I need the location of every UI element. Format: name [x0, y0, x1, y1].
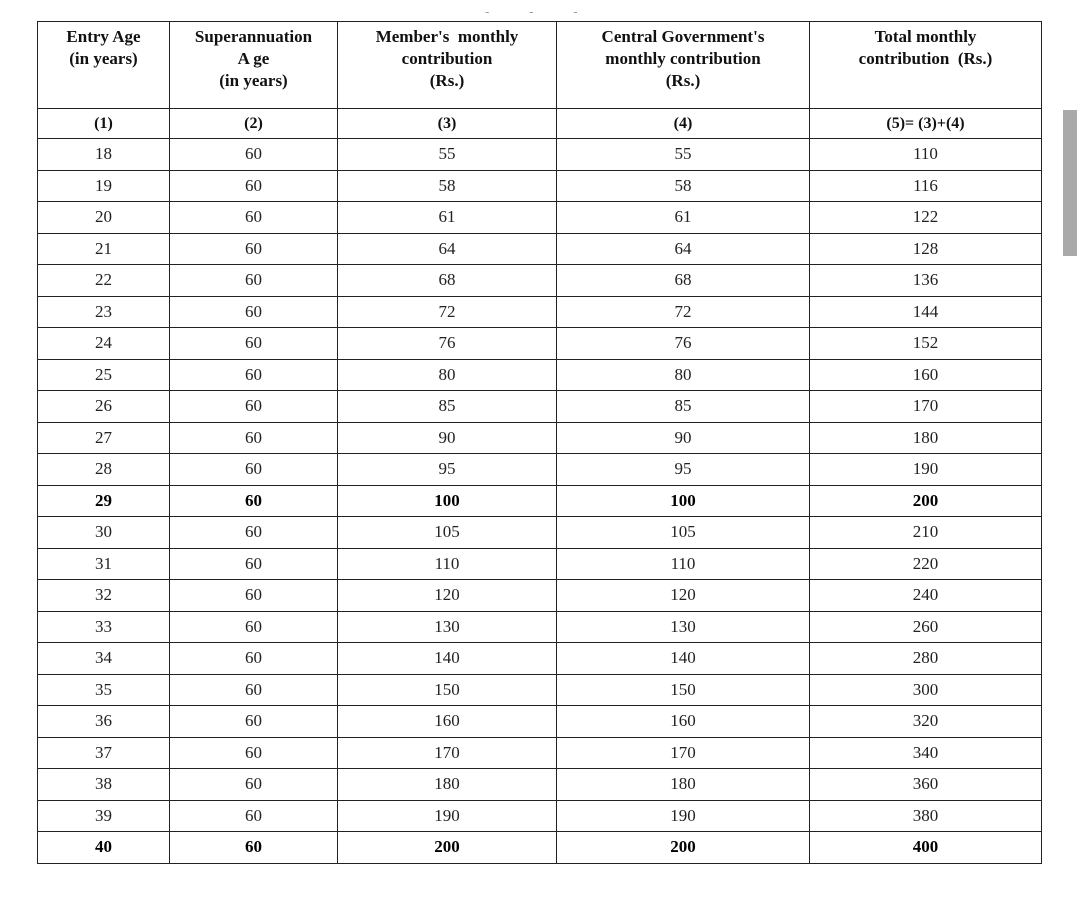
table-row: [38, 674, 1042, 706]
cell-entry-age: 22: [38, 265, 170, 297]
table-row: [38, 422, 1042, 454]
page-top-marks: - - -: [485, 5, 596, 19]
table-row: [38, 391, 1042, 423]
cell-entry-age: 29: [38, 485, 170, 517]
cell-member-contribution: 200: [338, 832, 557, 864]
cell-government-contribution: 130: [557, 611, 810, 643]
cell-government-contribution: 72: [557, 296, 810, 328]
cell-total-contribution: 320: [810, 706, 1042, 738]
cell-member-contribution: 95: [338, 454, 557, 486]
cell-government-contribution: 170: [557, 737, 810, 769]
column-number: (3): [338, 109, 557, 139]
cell-government-contribution: 100: [557, 485, 810, 517]
cell-superannuation-age: 60: [170, 265, 338, 297]
header-line: (Rs.): [429, 71, 465, 90]
cell-superannuation-age: 60: [170, 233, 338, 265]
header-member-contribution: [338, 22, 557, 109]
cell-total-contribution: 380: [810, 800, 1042, 832]
cell-government-contribution: 58: [557, 170, 810, 202]
cell-government-contribution: 110: [557, 548, 810, 580]
cell-superannuation-age: 60: [170, 706, 338, 738]
header-line: monthly contribution: [605, 49, 761, 68]
table-row: [38, 611, 1042, 643]
table-row: [38, 202, 1042, 234]
cell-total-contribution: 260: [810, 611, 1042, 643]
table-row: [38, 170, 1042, 202]
cell-entry-age: 20: [38, 202, 170, 234]
table-row: [38, 328, 1042, 360]
cell-member-contribution: 58: [338, 170, 557, 202]
cell-government-contribution: 120: [557, 580, 810, 612]
cell-total-contribution: 152: [810, 328, 1042, 360]
cell-member-contribution: 160: [338, 706, 557, 738]
cell-entry-age: 37: [38, 737, 170, 769]
cell-government-contribution: 80: [557, 359, 810, 391]
header-line: (in years): [219, 71, 288, 90]
cell-government-contribution: 200: [557, 832, 810, 864]
cell-entry-age: 40: [38, 832, 170, 864]
cell-total-contribution: 240: [810, 580, 1042, 612]
cell-superannuation-age: 60: [170, 139, 338, 171]
header-line: contribution (Rs.): [858, 49, 993, 68]
header-line: Member's monthly: [375, 27, 519, 46]
table-row: [38, 832, 1042, 864]
cell-superannuation-age: 60: [170, 611, 338, 643]
table-row: [38, 800, 1042, 832]
header-superannuation-age: [170, 22, 338, 109]
cell-superannuation-age: 60: [170, 202, 338, 234]
cell-government-contribution: 105: [557, 517, 810, 549]
header-line: Total monthly: [874, 27, 977, 46]
cell-superannuation-age: 60: [170, 328, 338, 360]
cell-total-contribution: 180: [810, 422, 1042, 454]
cell-government-contribution: 140: [557, 643, 810, 675]
cell-government-contribution: 68: [557, 265, 810, 297]
cell-total-contribution: 136: [810, 265, 1042, 297]
cell-entry-age: 30: [38, 517, 170, 549]
cell-member-contribution: 130: [338, 611, 557, 643]
cell-superannuation-age: 60: [170, 643, 338, 675]
cell-entry-age: 33: [38, 611, 170, 643]
cell-government-contribution: 64: [557, 233, 810, 265]
cell-government-contribution: 180: [557, 769, 810, 801]
table-row: [38, 265, 1042, 297]
cell-total-contribution: 360: [810, 769, 1042, 801]
cell-member-contribution: 150: [338, 674, 557, 706]
cell-total-contribution: 122: [810, 202, 1042, 234]
cell-total-contribution: 128: [810, 233, 1042, 265]
cell-government-contribution: 150: [557, 674, 810, 706]
table-row: [38, 737, 1042, 769]
cell-total-contribution: 220: [810, 548, 1042, 580]
table-row: [38, 706, 1042, 738]
cell-entry-age: 24: [38, 328, 170, 360]
cell-total-contribution: 300: [810, 674, 1042, 706]
cell-member-contribution: 64: [338, 233, 557, 265]
header-total-contribution: [810, 22, 1042, 109]
header-government-contribution: [557, 22, 810, 109]
column-number: (1): [38, 109, 170, 139]
cell-total-contribution: 200: [810, 485, 1042, 517]
cell-entry-age: 39: [38, 800, 170, 832]
table-row: [38, 359, 1042, 391]
cell-entry-age: 34: [38, 643, 170, 675]
cell-member-contribution: 68: [338, 265, 557, 297]
cell-entry-age: 38: [38, 769, 170, 801]
cell-superannuation-age: 60: [170, 548, 338, 580]
column-number-row: [38, 109, 1042, 139]
table-row: [38, 517, 1042, 549]
cell-entry-age: 27: [38, 422, 170, 454]
header-line: Central Government's: [601, 27, 765, 46]
header-entry-age: [38, 22, 170, 109]
cell-member-contribution: 55: [338, 139, 557, 171]
cell-superannuation-age: 60: [170, 800, 338, 832]
cell-superannuation-age: 60: [170, 391, 338, 423]
cell-member-contribution: 85: [338, 391, 557, 423]
table-header-row: [38, 22, 1042, 109]
cell-member-contribution: 105: [338, 517, 557, 549]
contribution-table: [37, 21, 1042, 864]
cell-total-contribution: 280: [810, 643, 1042, 675]
header-line: (Rs.): [665, 71, 701, 90]
header-line: Entry Age: [66, 27, 141, 46]
cell-superannuation-age: 60: [170, 580, 338, 612]
cell-member-contribution: 170: [338, 737, 557, 769]
cell-entry-age: 18: [38, 139, 170, 171]
cell-member-contribution: 80: [338, 359, 557, 391]
cell-superannuation-age: 60: [170, 296, 338, 328]
cell-entry-age: 21: [38, 233, 170, 265]
cell-government-contribution: 95: [557, 454, 810, 486]
table-row: [38, 296, 1042, 328]
cell-superannuation-age: 60: [170, 422, 338, 454]
cell-superannuation-age: 60: [170, 170, 338, 202]
cell-superannuation-age: 60: [170, 517, 338, 549]
contribution-table-container: [37, 21, 1042, 864]
cell-government-contribution: 61: [557, 202, 810, 234]
table-row: [38, 769, 1042, 801]
cell-total-contribution: 170: [810, 391, 1042, 423]
header-line: Superannuation: [194, 27, 313, 46]
cell-superannuation-age: 60: [170, 737, 338, 769]
cell-member-contribution: 100: [338, 485, 557, 517]
cell-total-contribution: 160: [810, 359, 1042, 391]
table-row: [38, 580, 1042, 612]
cell-superannuation-age: 60: [170, 454, 338, 486]
cell-government-contribution: 190: [557, 800, 810, 832]
cell-total-contribution: 400: [810, 832, 1042, 864]
cell-total-contribution: 144: [810, 296, 1042, 328]
table-row: [38, 454, 1042, 486]
cell-member-contribution: 76: [338, 328, 557, 360]
cell-member-contribution: 110: [338, 548, 557, 580]
table-row: [38, 643, 1042, 675]
cell-member-contribution: 140: [338, 643, 557, 675]
cell-superannuation-age: 60: [170, 485, 338, 517]
cell-government-contribution: 85: [557, 391, 810, 423]
cell-entry-age: 32: [38, 580, 170, 612]
cell-member-contribution: 190: [338, 800, 557, 832]
cell-total-contribution: 210: [810, 517, 1042, 549]
cell-entry-age: 19: [38, 170, 170, 202]
cell-superannuation-age: 60: [170, 359, 338, 391]
cell-superannuation-age: 60: [170, 674, 338, 706]
cell-entry-age: 28: [38, 454, 170, 486]
cell-member-contribution: 72: [338, 296, 557, 328]
table-row: [38, 139, 1042, 171]
cell-total-contribution: 116: [810, 170, 1042, 202]
column-number: (4): [557, 109, 810, 139]
cell-member-contribution: 61: [338, 202, 557, 234]
header-line: (in years): [69, 49, 138, 68]
cell-entry-age: 35: [38, 674, 170, 706]
cell-government-contribution: 160: [557, 706, 810, 738]
vertical-scrollbar[interactable]: [1063, 110, 1077, 256]
column-number: (5)= (3)+(4): [810, 109, 1042, 139]
cell-entry-age: 23: [38, 296, 170, 328]
header-line: contribution: [401, 49, 493, 68]
cell-entry-age: 26: [38, 391, 170, 423]
cell-total-contribution: 110: [810, 139, 1042, 171]
cell-government-contribution: 90: [557, 422, 810, 454]
cell-government-contribution: 55: [557, 139, 810, 171]
cell-superannuation-age: 60: [170, 832, 338, 864]
cell-total-contribution: 340: [810, 737, 1042, 769]
cell-entry-age: 36: [38, 706, 170, 738]
table-row: [38, 548, 1042, 580]
cell-member-contribution: 90: [338, 422, 557, 454]
cell-entry-age: 31: [38, 548, 170, 580]
cell-government-contribution: 76: [557, 328, 810, 360]
cell-member-contribution: 120: [338, 580, 557, 612]
table-body: [38, 139, 1042, 864]
column-number: (2): [170, 109, 338, 139]
cell-superannuation-age: 60: [170, 769, 338, 801]
cell-member-contribution: 180: [338, 769, 557, 801]
header-line: A ge: [237, 49, 270, 68]
table-row: [38, 233, 1042, 265]
cell-total-contribution: 190: [810, 454, 1042, 486]
table-row: [38, 485, 1042, 517]
cell-entry-age: 25: [38, 359, 170, 391]
